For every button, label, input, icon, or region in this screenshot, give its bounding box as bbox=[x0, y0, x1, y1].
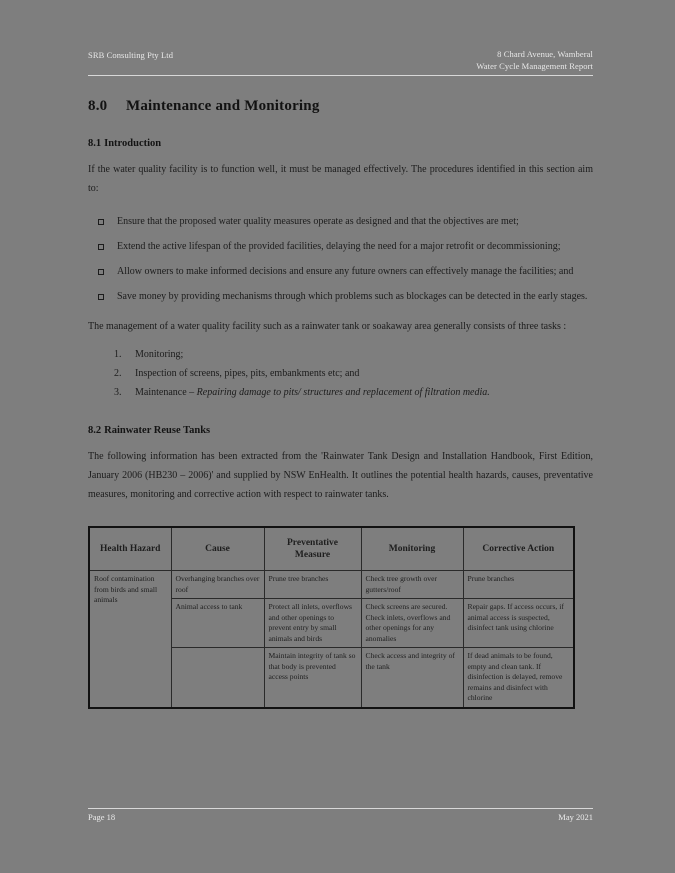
subsection-number-82: 8.2 bbox=[88, 425, 102, 436]
rainwater-paragraph: The following information has been extracted from the 'Rainwater Tank Design and Installation Handbook, First Edition, January 2006 (HB230 – 2006)' and supplied by NSW EnHealth. It outlines the potential health hazards, causes, preventative measures, monitoring and corrective action with respect to rainwater tanks. bbox=[88, 451, 593, 500]
cell-corrective: If dead animals to be found, empty and clean tank. If disinfection is delayed, remove remains and disinfect with chlorine bbox=[463, 648, 574, 708]
tasks-list bbox=[88, 345, 593, 402]
cell-cause: Overhanging branches over roof bbox=[171, 571, 264, 599]
task-text: Maintenance – bbox=[135, 387, 197, 398]
tasks-intro-paragraph: The management of a water quality facility such as a rainwater tank or soakaway area generally consists of three tasks : bbox=[88, 321, 567, 332]
cell-cause: Animal access to tank bbox=[171, 599, 264, 648]
subsection-heading-introduction bbox=[88, 138, 593, 149]
list-item bbox=[88, 345, 593, 364]
running-header bbox=[88, 48, 593, 72]
page-title bbox=[88, 98, 593, 115]
column-header-cause: Cause bbox=[171, 527, 264, 571]
introduction-paragraph: If the water quality facility is to function well, it must be managed effectively. The procedures identified in this section aim to: bbox=[88, 164, 593, 194]
header-report-title: Water Cycle Management Report bbox=[476, 61, 593, 71]
task-text: Monitoring; bbox=[135, 349, 184, 360]
section-title: Maintenance and Monitoring bbox=[126, 98, 320, 114]
aims-list bbox=[88, 212, 593, 306]
cell-corrective: Prune branches bbox=[463, 571, 574, 599]
column-header-monitoring: Monitoring bbox=[361, 527, 463, 571]
task-text: Inspection of screens, pipes, pits, embankments etc; and bbox=[135, 368, 360, 379]
footer-divider bbox=[88, 808, 593, 809]
section-number: 8.0 bbox=[88, 98, 108, 114]
table-header-row bbox=[89, 527, 574, 571]
table-row bbox=[89, 571, 574, 599]
cell-preventative: Prune tree branches bbox=[264, 571, 361, 599]
cell-health-hazard: Roof contamination from birds and small animals bbox=[89, 571, 171, 708]
column-header-corrective-action: Corrective Action bbox=[463, 527, 574, 571]
list-item: Allow owners to make informed decisions and ensure any future owners can effectively manage the facilities; and bbox=[88, 262, 593, 281]
column-header-health-hazard: Health Hazard bbox=[89, 527, 171, 571]
cell-preventative: Protect all inlets, overflows and other openings to prevent entry by small animals and birds bbox=[264, 599, 361, 648]
subsection-title-rainwater-reuse-tanks: Rainwater Reuse Tanks bbox=[104, 425, 211, 436]
cell-cause bbox=[171, 648, 264, 708]
task-text-italic: Repairing damage to pits/ structures and replacement of filtration media. bbox=[196, 387, 490, 398]
cell-monitoring: Check tree growth over gutters/roof bbox=[361, 571, 463, 599]
column-header-preventative-measure: Preventative Measure bbox=[264, 527, 361, 571]
cell-preventative: Maintain integrity of tank so that body is prevented access points bbox=[264, 648, 361, 708]
list-item bbox=[88, 364, 593, 383]
subsection-heading-rainwater-reuse-tanks bbox=[88, 425, 593, 436]
cell-monitoring: Check screens are secured. Check inlets, overflows and other openings for any anomalies bbox=[361, 599, 463, 648]
list-item: Save money by providing mechanisms through which problems such as blockages can be detected in the early stages. bbox=[88, 287, 593, 306]
health-hazard-table bbox=[88, 526, 575, 709]
cell-corrective: Repair gaps. If access occurs, if animal access is suspected, disinfect tank using chlorine bbox=[463, 599, 574, 648]
footer-page-number: Page 18 bbox=[88, 812, 116, 822]
header-company: SRB Consulting Pty Ltd bbox=[88, 50, 174, 60]
subsection-title-introduction: Introduction bbox=[104, 138, 162, 149]
footer-date: May 2021 bbox=[558, 812, 593, 822]
list-item bbox=[88, 383, 593, 402]
cell-monitoring: Check access and integrity of the tank bbox=[361, 648, 463, 708]
list-item: Extend the active lifespan of the provided facilities, delaying the need for a major retrofit or decommissioning; bbox=[88, 237, 593, 256]
running-footer bbox=[88, 808, 593, 823]
header-project bbox=[476, 48, 593, 72]
header-address: 8 Chard Avenue, Wamberal bbox=[497, 49, 593, 59]
list-item: Ensure that the proposed water quality measures operate as designed and that the objectives are met; bbox=[88, 212, 593, 231]
subsection-number-81: 8.1 bbox=[88, 138, 102, 149]
header-divider bbox=[88, 75, 593, 76]
page-content bbox=[88, 48, 593, 709]
